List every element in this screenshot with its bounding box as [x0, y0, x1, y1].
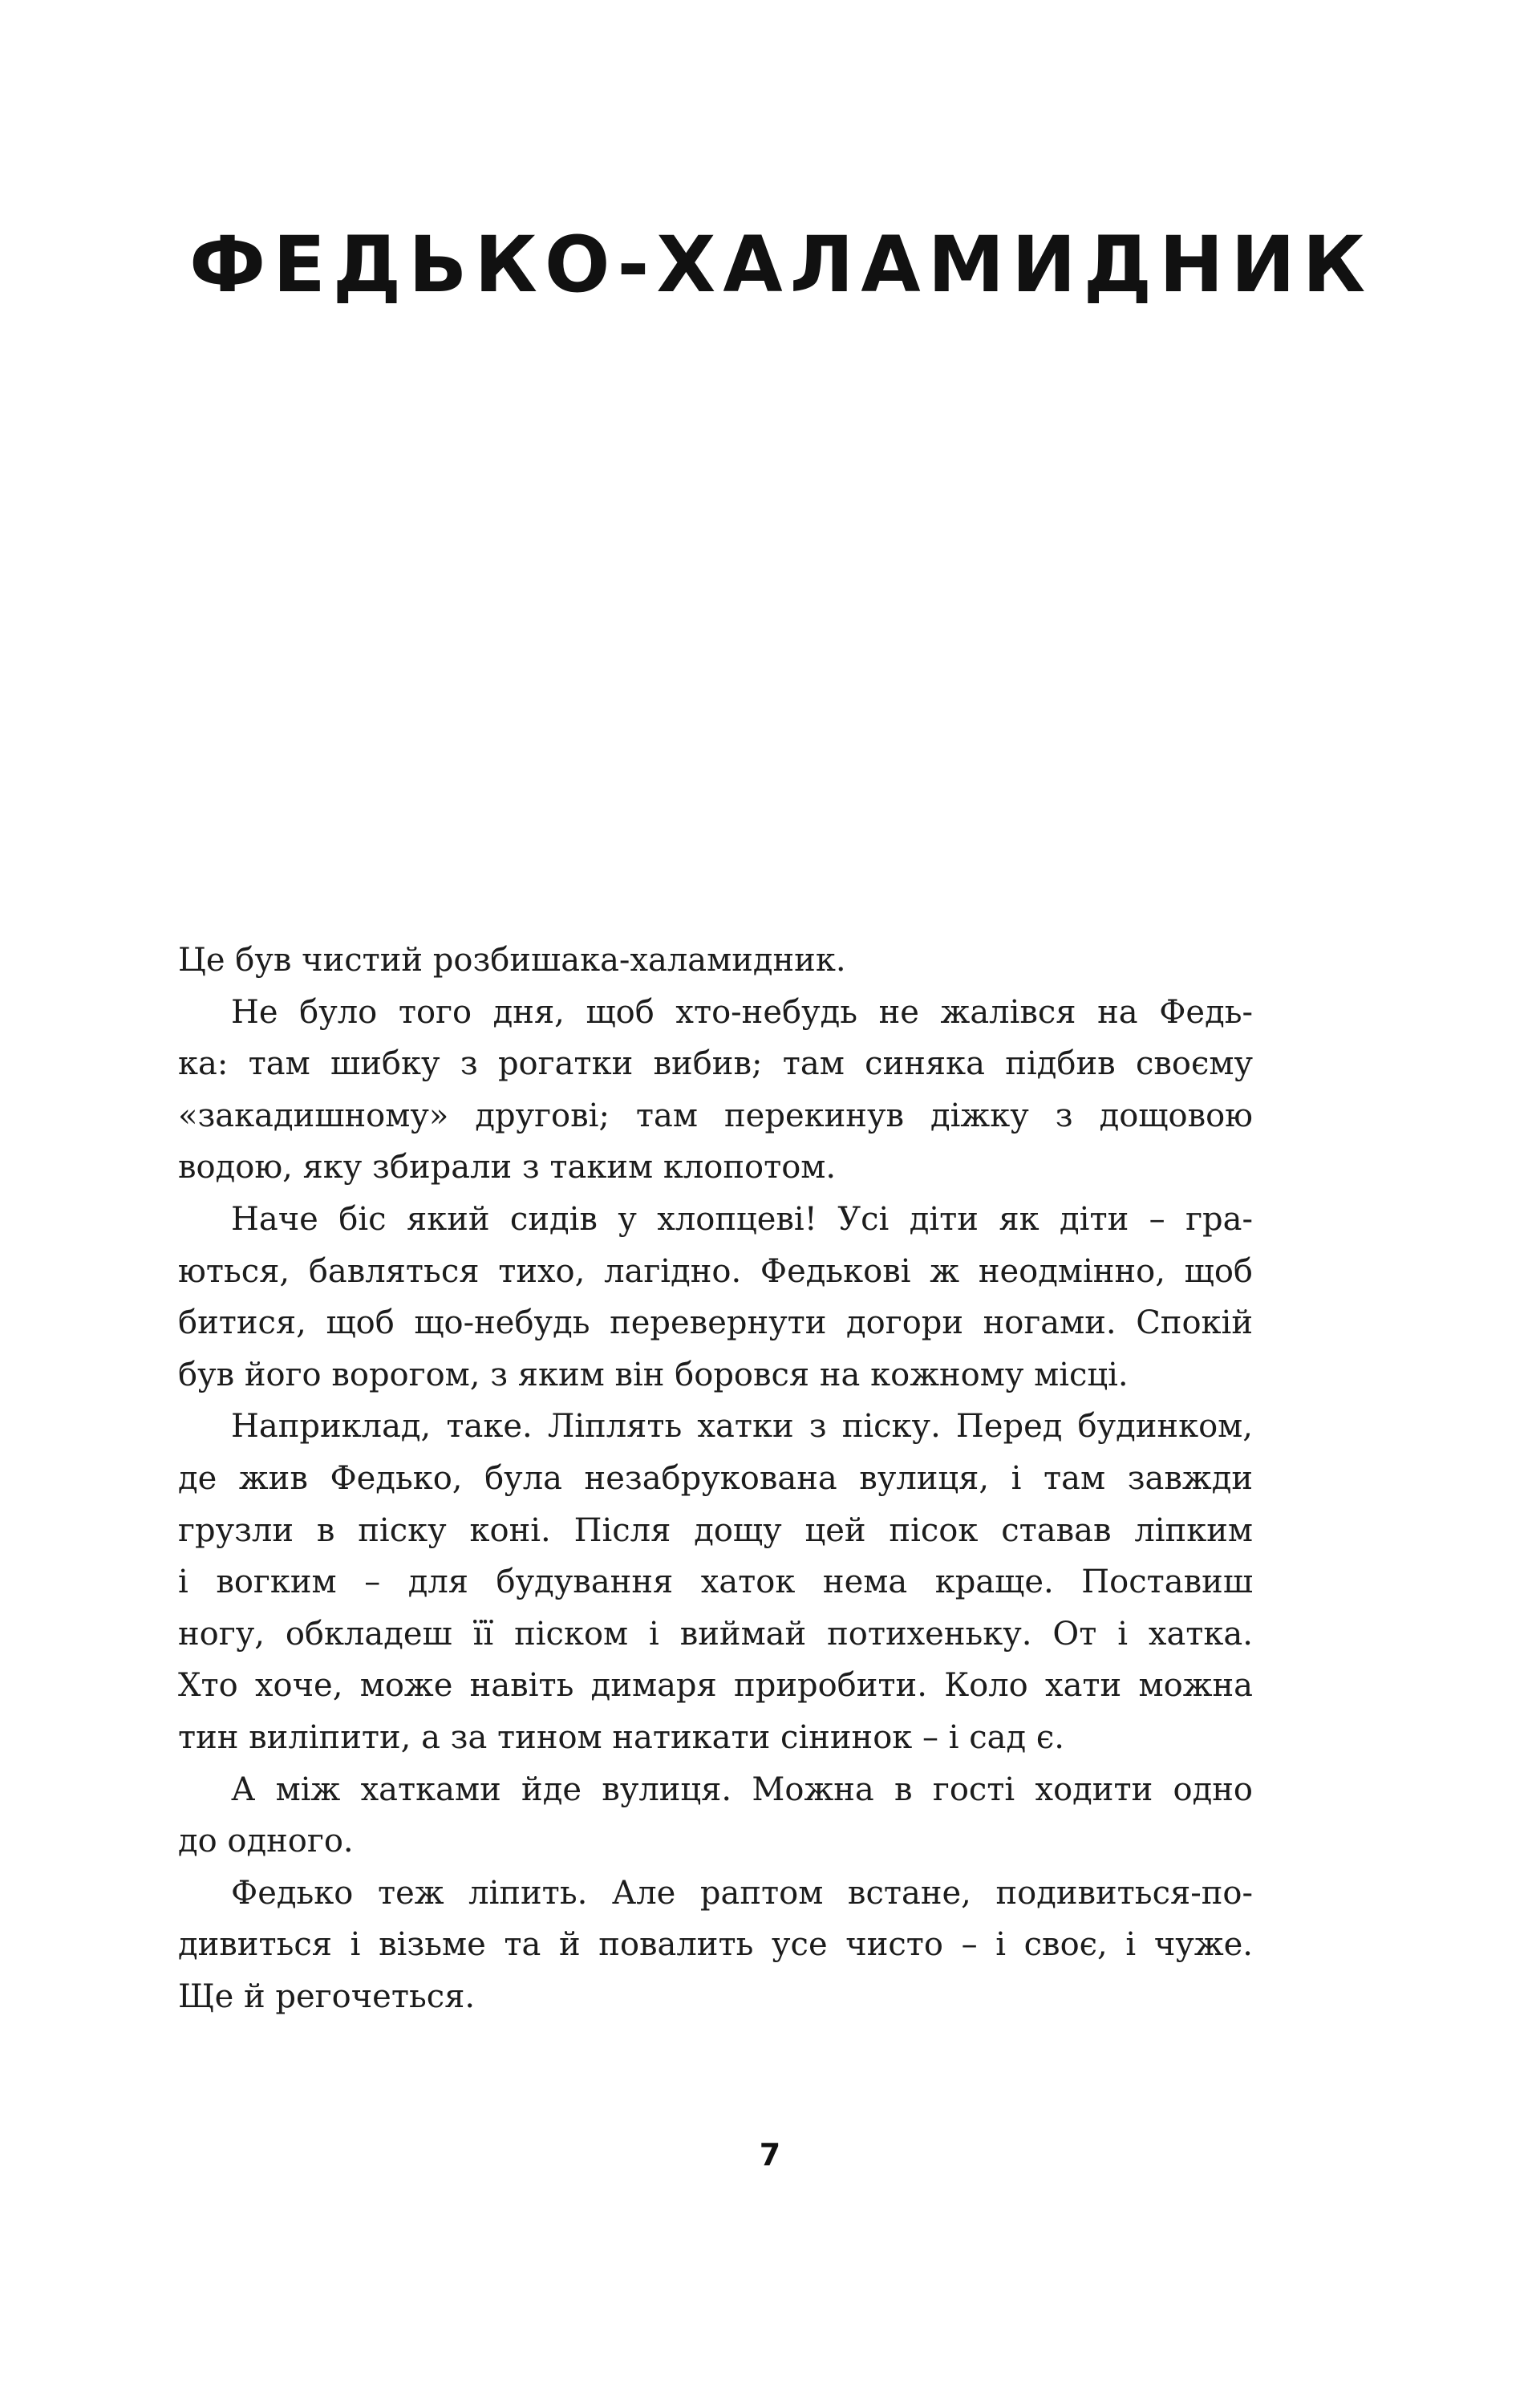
text-line: Федько теж ліпить. Але раптом встане, подивиться-по-	[231, 1874, 1253, 1912]
text-line: був його ворогом, з яким він боровся на кожному місці.	[178, 1356, 1129, 1393]
text-line: ються, бавляться тихо, лагідно. Федькові ж неодмінно, щоб	[178, 1252, 1253, 1290]
text-line: тин виліпити, а за тином натикати сінинок – і сад є.	[178, 1718, 1064, 1756]
text-line: Наприклад, таке. Ліплять хатки з піску. Перед будинком,	[231, 1408, 1253, 1446]
text-line: Це був чистий розбишака-халамидник.	[178, 942, 846, 979]
chapter-title: ФЕДЬКО-ХАЛАМИДНИК	[189, 220, 1373, 310]
text-line: ногу, обкладеш її піском і виймай потихеньку. От і хатка.	[178, 1615, 1253, 1653]
text-line: Хто хоче, може навіть димаря приробити. Коло хати можна	[178, 1667, 1253, 1705]
text-line: грузли в піску коні. Після дощу цей пісок ставав ліпким	[178, 1511, 1253, 1549]
text-line: дивиться і візьме та й повалить усе чисто – і своє, і чуже.	[178, 1926, 1253, 1964]
text-line: Ще й регочеться.	[178, 1977, 476, 2015]
chapter-body	[178, 935, 1253, 2022]
text-line: де жив Федько, була незабрукована вулиця, і там завжди	[178, 1459, 1253, 1497]
text-line: А між хатками йде вулиця. Можна в гості ходити одно	[231, 1770, 1253, 1808]
text-line: до одного.	[178, 1823, 354, 1860]
text-line: ка: там шибку з рогатки вибив; там синяка підбив своєму	[178, 1045, 1253, 1083]
text-line: і вогким – для будування хаток нема краще. Поставиш	[178, 1564, 1253, 1601]
text-line: битися, щоб що-небудь перевернути догори ногами. Спокій	[178, 1304, 1253, 1342]
text-line: Не було того дня, щоб хто-небудь не жалівся на Федь-	[231, 993, 1253, 1031]
text-line: «закадишному» другові; там перекинув діжку з дощовою	[178, 1097, 1253, 1134]
page-number: 7	[759, 2137, 781, 2172]
text-line: водою, яку збирали з таким клопотом.	[178, 1149, 837, 1186]
text-line: Наче біс який сидів у хлопцеві! Усі діти як діти – гра-	[231, 1200, 1253, 1238]
